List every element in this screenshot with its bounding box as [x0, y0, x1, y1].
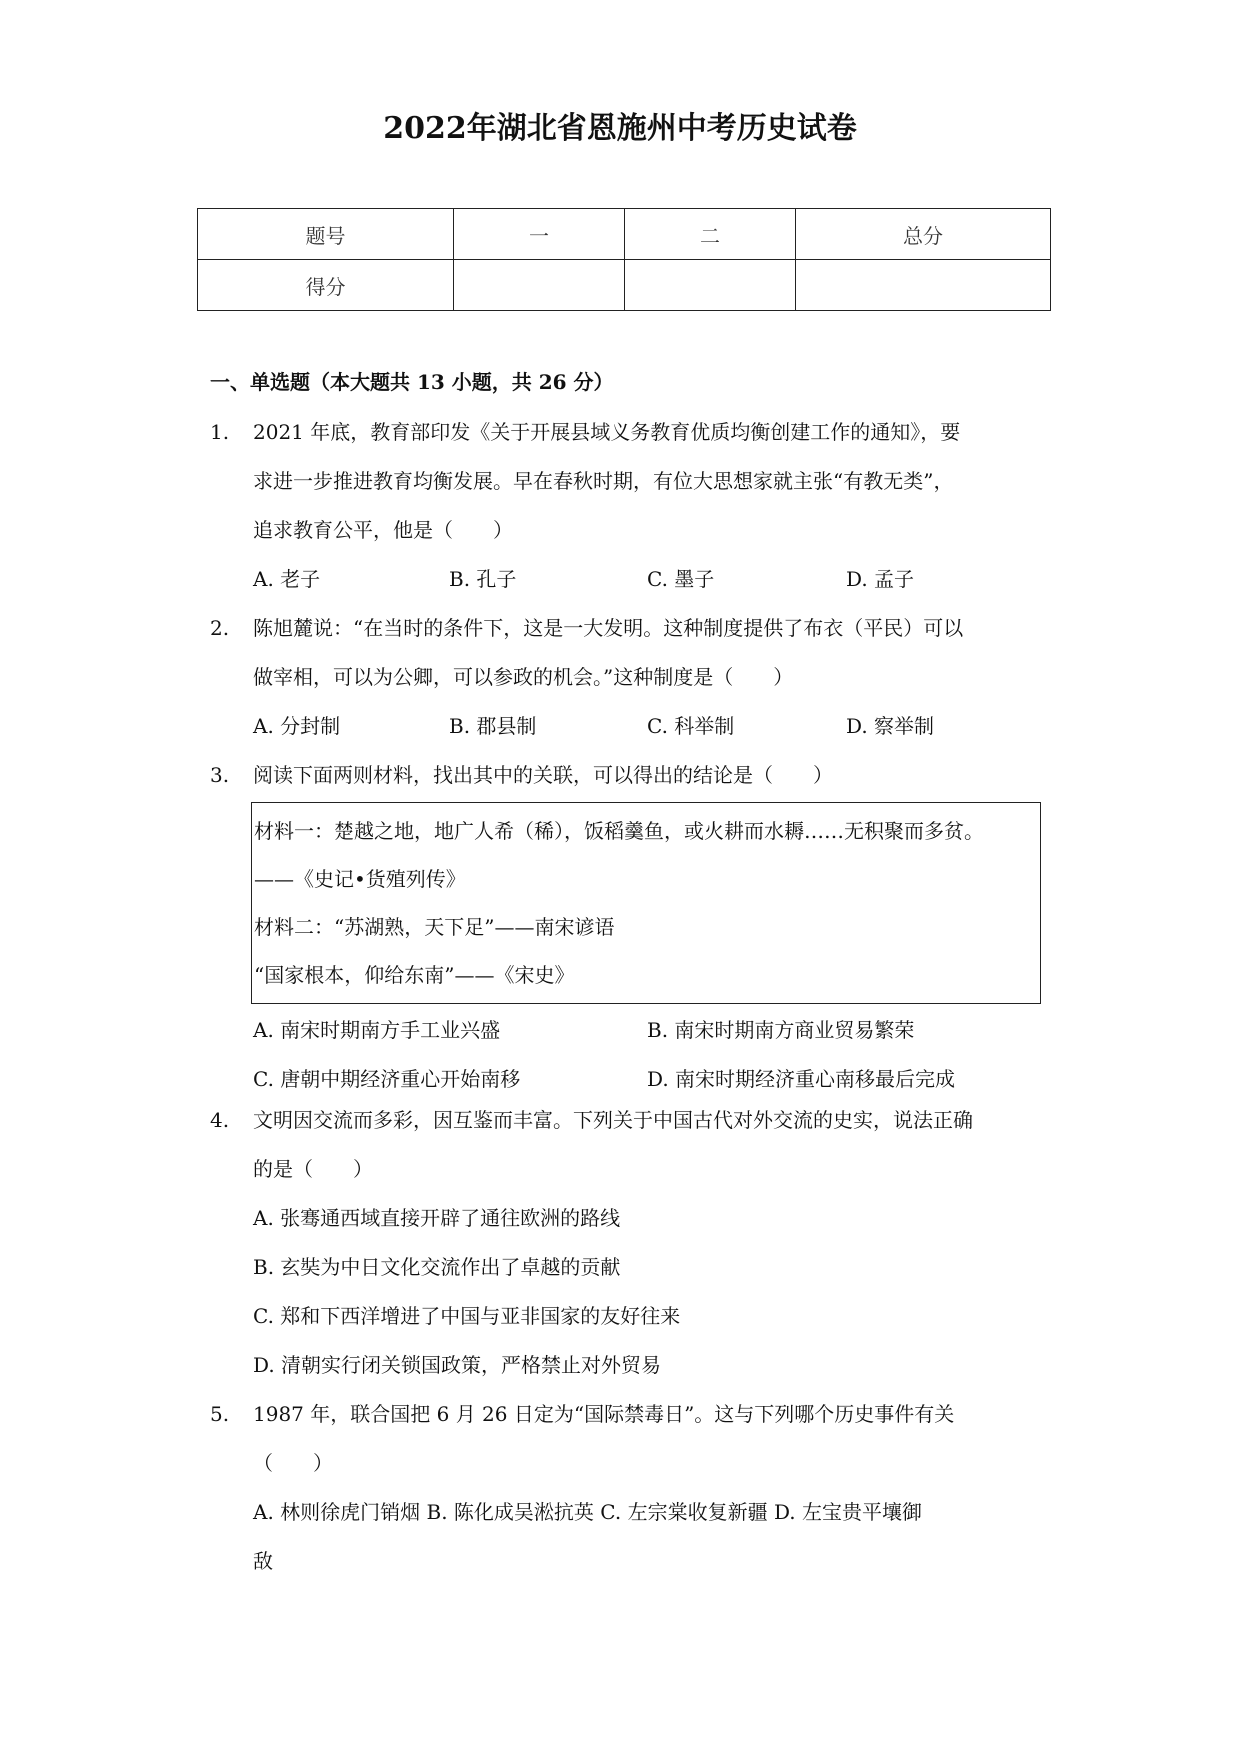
material-line: “国家根本，仰给东南”——《宋史》: [254, 963, 575, 987]
question-1: [210, 408, 1050, 604]
question-text-line: （ ）: [253, 1451, 333, 1475]
option-b: B. 郡县制: [449, 714, 537, 738]
options-row: [253, 1006, 1050, 1055]
score-table-header-cell: 一: [454, 209, 625, 260]
option-a: A. 张骞通西域直接开辟了通往欧洲的路线: [253, 1206, 621, 1230]
question-4: [210, 1096, 1050, 1390]
options-line: 敌: [253, 1549, 273, 1573]
question-number: 1.: [210, 420, 230, 444]
score-cell-empty: [454, 260, 625, 311]
option-c: C. 科举制: [647, 714, 735, 738]
score-cell-empty: [625, 260, 796, 311]
score-cell-empty: [796, 260, 1051, 311]
score-table-score-row: [198, 260, 1051, 311]
option-d: D. 清朝实行闭关锁国政策，严格禁止对外贸易: [253, 1353, 662, 1377]
question-text-line: 文明因交流而多彩，因互鉴而丰富。下列关于中国古代对外交流的史实，说法正确: [253, 1108, 973, 1132]
option-a: A. 南宋时期南方手工业兴盛: [253, 1018, 501, 1042]
score-table-header-row: [198, 209, 1051, 260]
question-text-line: 求进一步推进教育均衡发展。早在春秋时期，有位大思想家就主张“有教无类”，: [253, 469, 954, 493]
question-number: 4.: [210, 1108, 230, 1132]
option-d: D. 孟子: [846, 567, 915, 591]
option-b: B. 玄奘为中日文化交流作出了卓越的贡献: [253, 1255, 621, 1279]
option-a: A. 老子: [253, 567, 321, 591]
question-number: 2.: [210, 616, 230, 640]
score-table: [197, 208, 1051, 311]
option-c: C. 唐朝中期经济重心开始南移: [253, 1067, 521, 1091]
question-number: 5.: [210, 1402, 230, 1426]
score-table-row-label: 得分: [198, 260, 454, 311]
score-table-header-cell: 题号: [198, 209, 454, 260]
section-heading: 一、单选题（本大题共 13 小题，共 26 分）: [210, 370, 614, 394]
question-number: 3.: [210, 763, 230, 787]
score-table-header-cell: 总分: [796, 209, 1051, 260]
score-table-header-cell: 二: [625, 209, 796, 260]
options-line: A. 林则徐虎门销烟 B. 陈化成吴淞抗英 C. 左宗棠收复新疆 D. 左宝贵平壤御: [253, 1500, 922, 1524]
question-text-line: 陈旭麓说：“在当时的条件下，这是一大发明。这种制度提供了布衣（平民）可以: [253, 616, 964, 640]
option-b: B. 南宋时期南方商业贸易繁荣: [647, 1018, 915, 1042]
question-text-line: 追求教育公平，他是（ ）: [253, 518, 513, 542]
question-5: [210, 1390, 1050, 1586]
page-title: 2022年湖北省恩施州中考历史试卷: [383, 111, 857, 146]
material-box: [251, 802, 1041, 1004]
question-2: [210, 604, 1050, 751]
option-c: C. 墨子: [647, 567, 715, 591]
question-text-line: 做宰相，可以为公卿，可以参政的机会。”这种制度是（ ）: [253, 665, 794, 689]
option-c: C. 郑和下西洋增进了中国与亚非国家的友好往来: [253, 1304, 681, 1328]
material-line: ——《史记•货殖列传》: [254, 867, 466, 891]
question-3: [210, 751, 1050, 1104]
material-line: 材料二：“苏湖熟，天下足”——南宋谚语: [254, 915, 615, 939]
material-line: 材料一：楚越之地，地广人希（稀），饭稻羹鱼，或火耕而水耨……无积聚而多贫。: [254, 819, 984, 843]
question-text-line: 阅读下面两则材料，找出其中的关联，可以得出的结论是（ ）: [253, 763, 833, 787]
question-text-line: 1987 年，联合国把 6 月 26 日定为“国际禁毒日”。这与下列哪个历史事件有关: [253, 1402, 955, 1426]
options-row: [253, 555, 1050, 604]
options-row: [253, 702, 1050, 751]
question-text-line: 2021 年底，教育部印发《关于开展县域义务教育优质均衡创建工作的通知》，要: [253, 420, 961, 444]
option-a: A. 分封制: [253, 714, 341, 738]
option-d: D. 南宋时期经济重心南移最后完成: [647, 1067, 956, 1091]
option-b: B. 孔子: [449, 567, 517, 591]
question-text-line: 的是（ ）: [253, 1157, 373, 1181]
option-d: D. 察举制: [846, 714, 935, 738]
